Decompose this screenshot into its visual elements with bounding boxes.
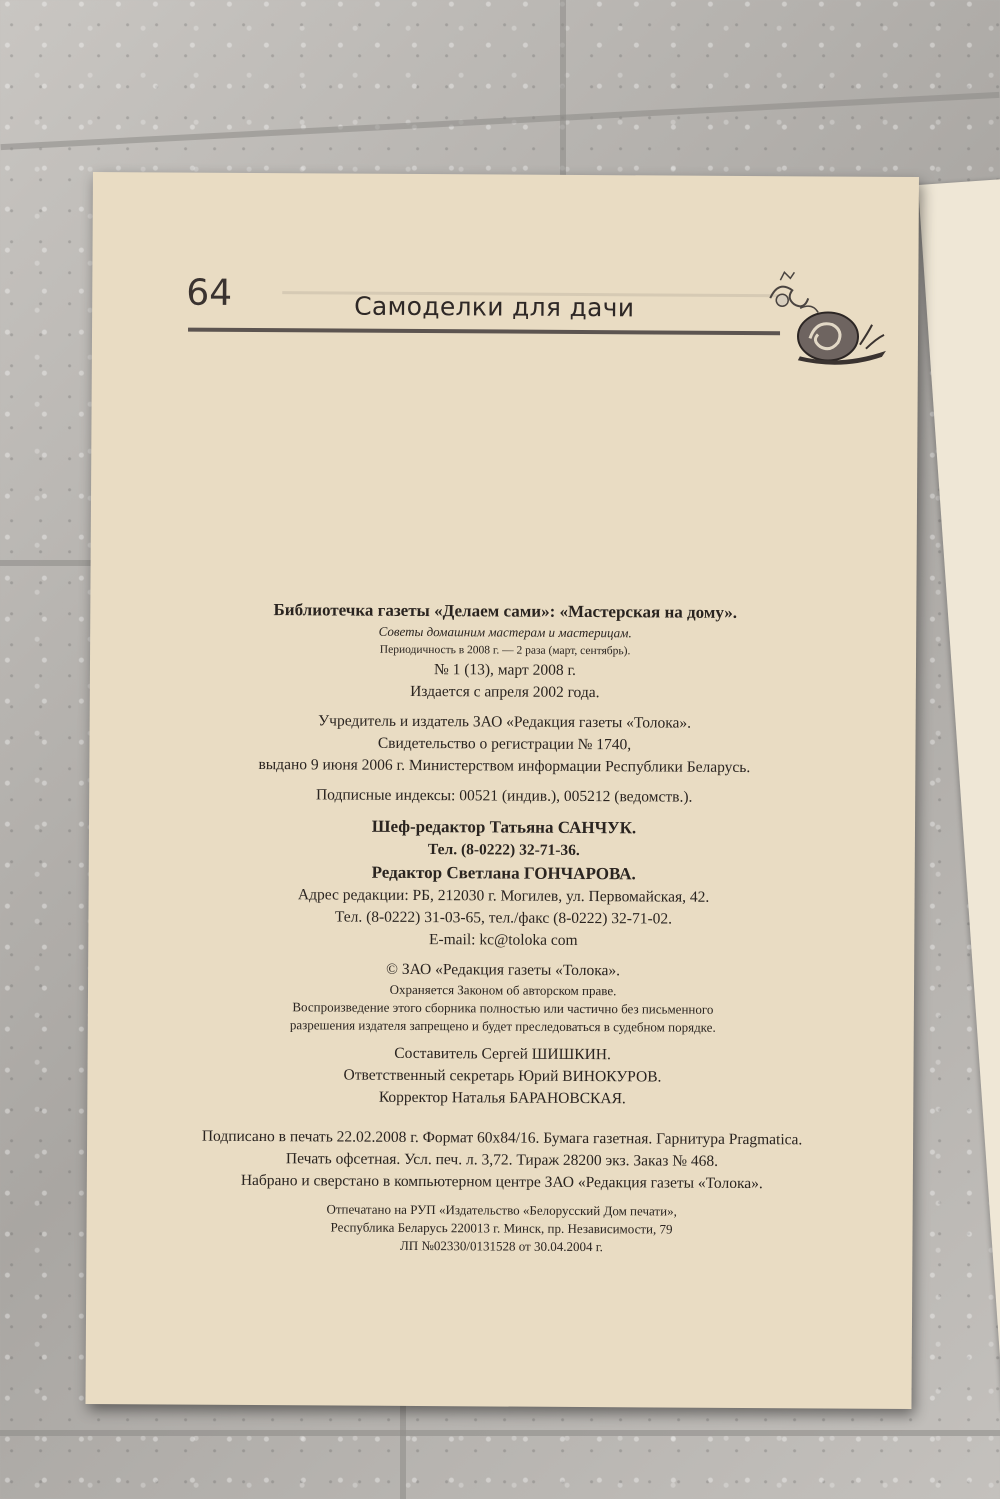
book-page <box>85 172 919 1409</box>
subscription-indexes: Подписные индексы: 00521 (индив.), 005212 (ведомств.). <box>315 786 693 806</box>
typeset-info: Набрано и сверстано в компьютерном центре ЗАО «Редакция газеты «Толока». <box>240 1171 763 1193</box>
series-title: Библиотечка газеты «Делаем сами»: «Мастерская на дому». <box>273 600 738 622</box>
compiler: Составитель Сергей ШИШКИН. <box>394 1044 611 1064</box>
running-title: Самоделки для дачи <box>354 291 635 323</box>
copyright-law: Охраняется Законом об авторском праве. <box>389 981 617 999</box>
next-page-edge <box>918 177 1000 1412</box>
page-header <box>92 172 919 377</box>
corrector: Корректор Наталья БАРАНОВСКАЯ. <box>378 1088 626 1108</box>
chief-editor-phone: Тел. (8-0222) 32-71-36. <box>427 841 580 859</box>
issue-number: № 1 (13), март 2008 г. <box>433 661 577 679</box>
founder: Учредитель и издатель ЗАО «Редакция газеты «Толока». <box>318 712 692 732</box>
registration-certificate: Свидетельство о регистрации № 1740, <box>377 734 632 754</box>
brick-mortar-line <box>0 560 95 566</box>
editorial-phones: Тел. (8-0222) 31-03-65, тел./факс (8-0222) 32-71-02. <box>334 908 673 928</box>
executive-secretary: Ответственный секретарь Юрий ВИНОКУРОВ. <box>343 1066 662 1086</box>
chief-editor: Шеф-редактор Татьяна САНЧУК. <box>371 816 637 838</box>
signed-to-print: Подписано в печать 22.02.2008 г. Формат 60х84/16. Бумага газетная. Гарнитура Pragmatica. <box>201 1127 803 1149</box>
snail-illustration <box>760 268 891 369</box>
reproduction-notice-1: Воспроизведение этого сборника полностью или частично без письменного <box>292 999 714 1017</box>
header-rule <box>188 328 780 336</box>
print-details: Печать офсетная. Усл. печ. л. 3,72. Тираж 28200 экз. Заказ № 468. <box>285 1150 719 1170</box>
imprint-block <box>146 597 860 1257</box>
reproduction-notice-2: разрешения издателя запрещено и будет преследоваться в судебном порядке. <box>289 1017 716 1035</box>
editor: Редактор Светлана ГОНЧАРОВА. <box>371 862 636 884</box>
editorial-address: Адрес редакции: РБ, 212030 г. Могилев, ул. Первомайская, 42. <box>297 886 710 906</box>
series-subtitle: Советы домашним мастерам и мастерицам. <box>378 623 632 641</box>
brick-mortar-line <box>400 1405 406 1499</box>
brick-mortar-line <box>560 0 566 175</box>
page-number: 64 <box>186 272 233 314</box>
printer-address: Республика Беларусь 220013 г. Минск, пр. Независимости, 79 <box>330 1219 673 1237</box>
periodicity: Периодичность в 2008 г. — 2 раза (март, сентябрь). <box>379 643 631 658</box>
brick-mortar-line <box>1 92 1000 150</box>
printed-at: Отпечатано на РУП «Издательство «Белорусский Дом печати», <box>326 1201 677 1219</box>
published-since: Издается с апреля 2002 года. <box>410 682 600 702</box>
copyright: © ЗАО «Редакция газеты «Толока». <box>386 960 621 980</box>
certificate-issued-by: выдано 9 июня 2006 г. Министерством информации Республики Беларусь. <box>258 756 751 777</box>
editorial-email: E-mail: kc@toloka com <box>428 931 578 949</box>
brick-mortar-line <box>0 1430 1000 1436</box>
license: ЛП №02330/0131528 от 30.04.2004 г. <box>399 1237 603 1255</box>
